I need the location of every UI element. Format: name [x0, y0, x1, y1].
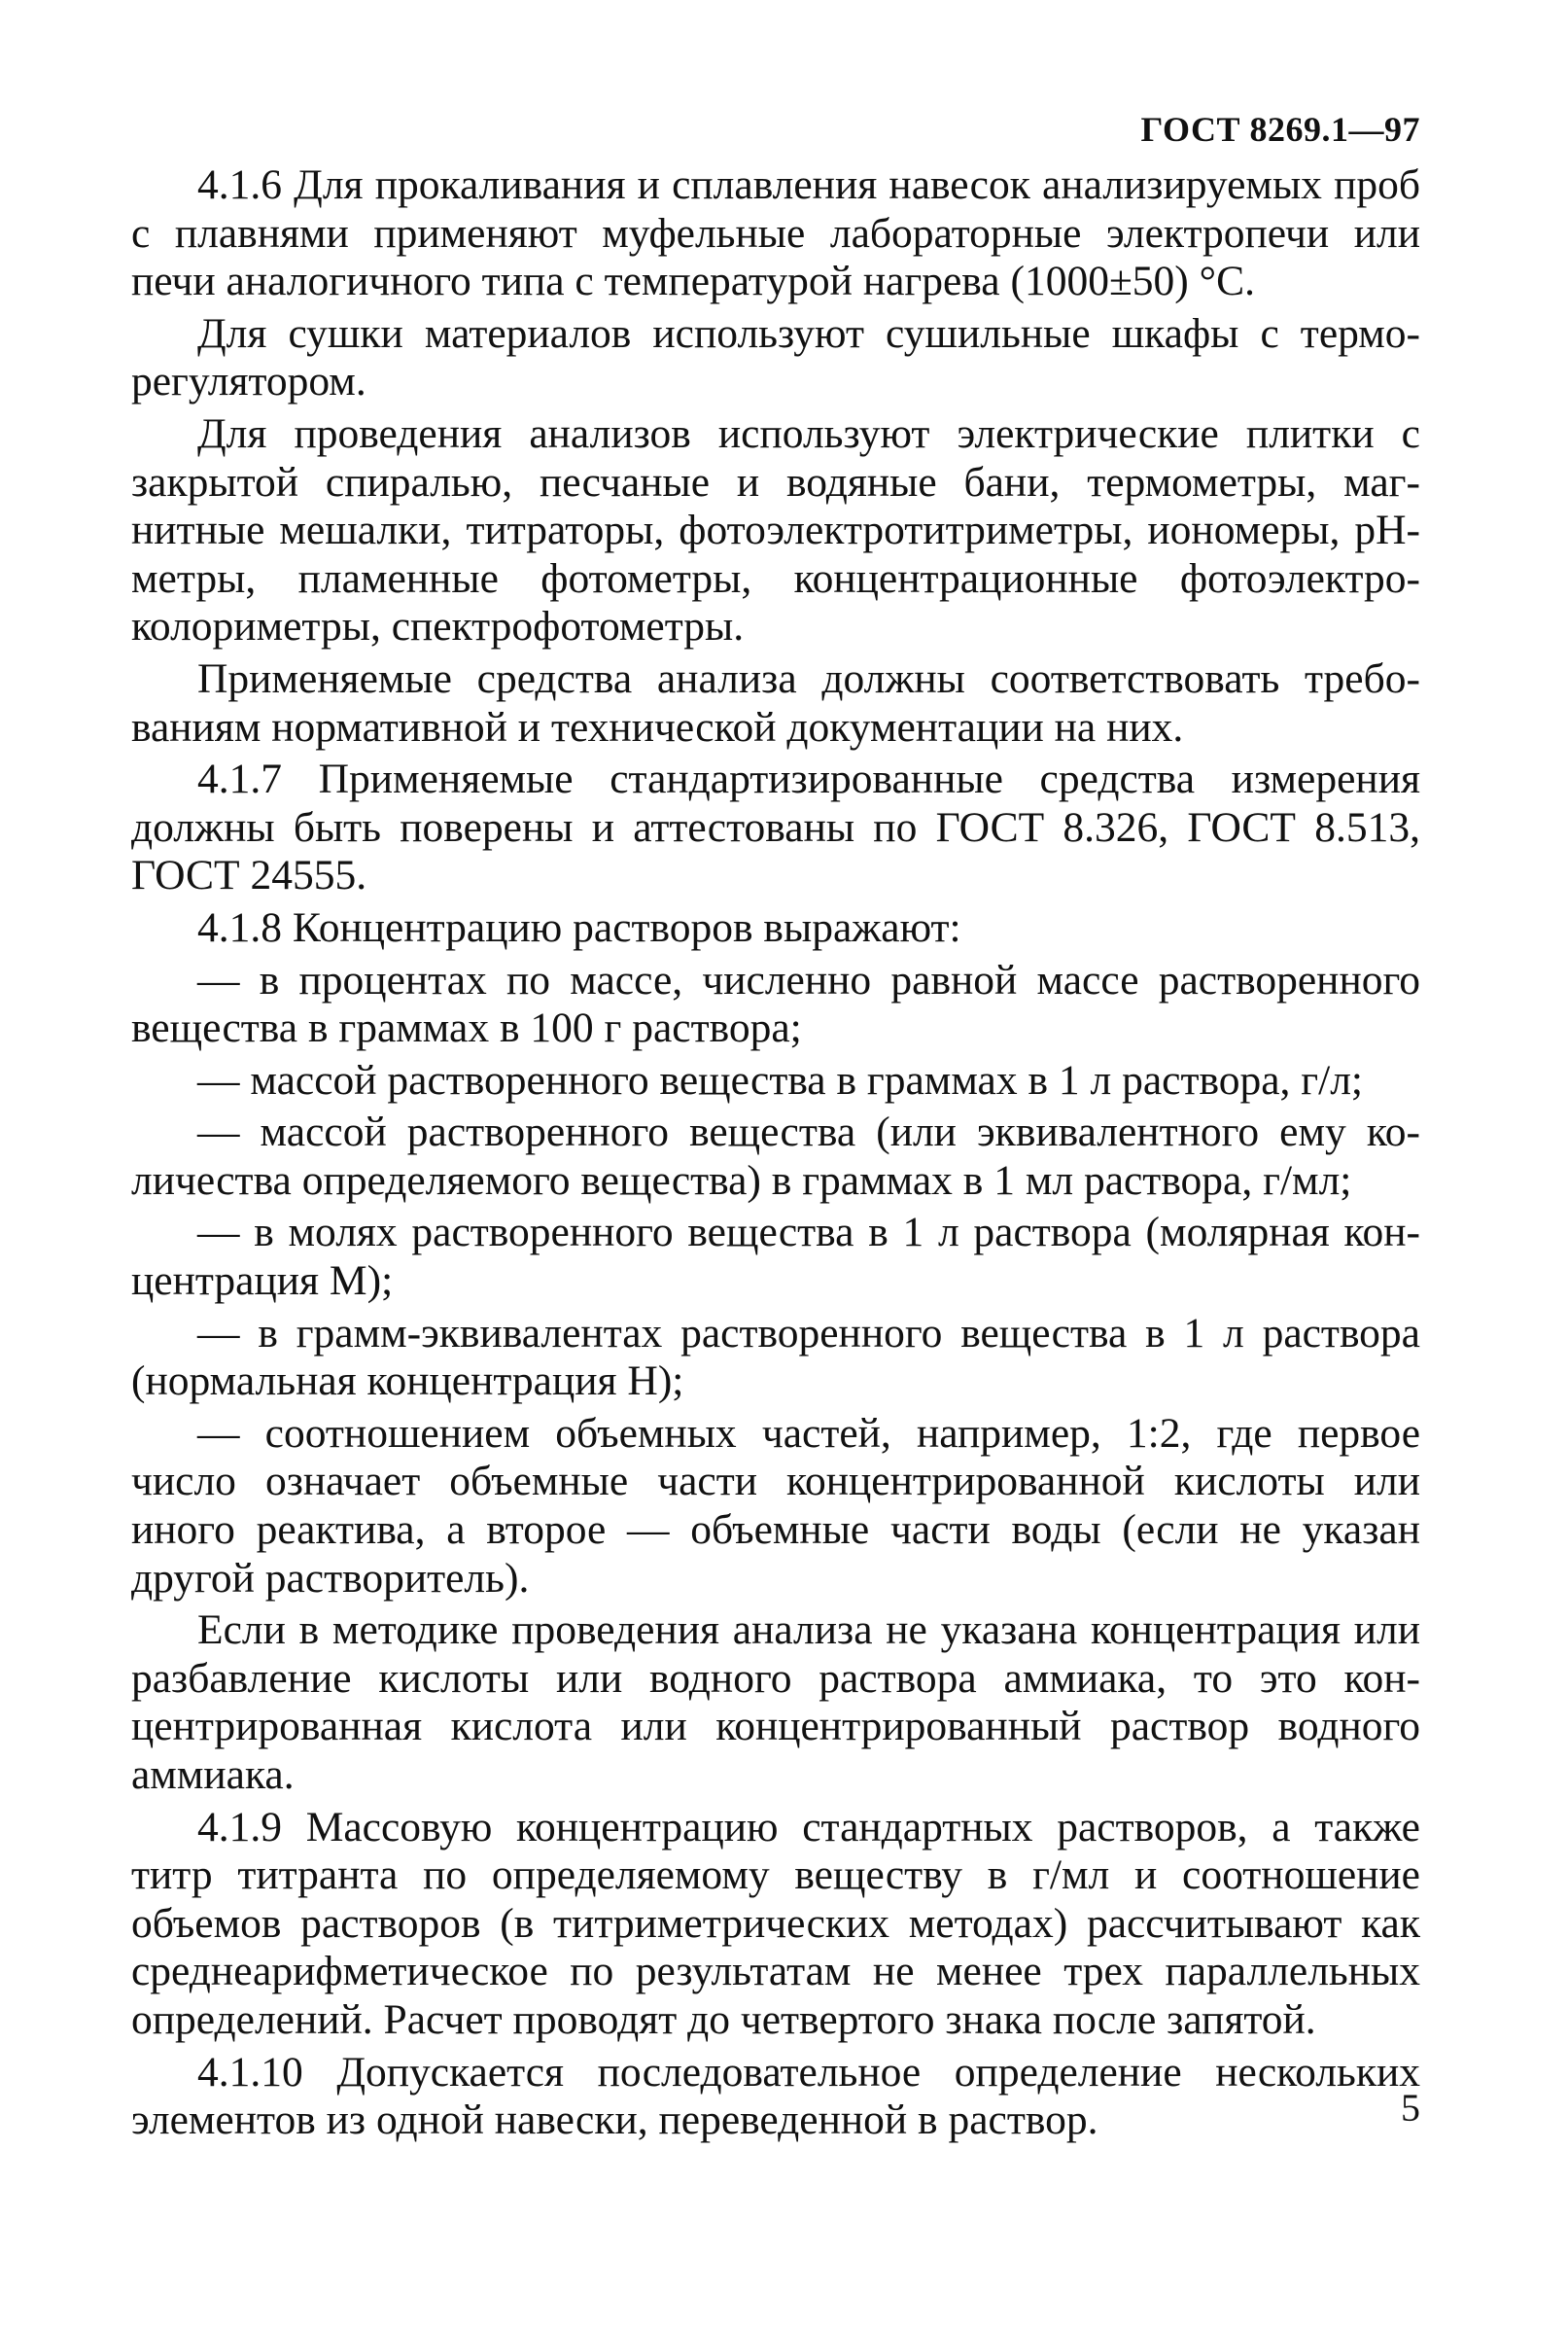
- paragraph-4-1-6: 4.1.6 Для прокаливания и сплавления навесок анализируемых проб с плавнями применяют муфельные лабораторные электропечи или печи аналогичного типа с температурой нагрева (1000±50) °С.: [131, 161, 1420, 305]
- list-item-normal: — в грамм-эквивалентах растворенного вещества в 1 л раствора (нормальная концентрация Н);: [131, 1309, 1420, 1405]
- paragraph-equipment: Для проведения анализов используют электрические плитки с закрытой спиралью, песчаные и водяные бани, термометры, магнитные мешалки, титраторы, фотоэлектротитриметры, иономеры, pH-метры, пламенные фотометры, концентрационные фотоэлектроколориметры, спектрофотометры.: [131, 409, 1420, 651]
- document-code-header: ГОСТ 8269.1—97: [1140, 110, 1420, 149]
- paragraph-4-1-8: 4.1.8 Концентрацию растворов выражают:: [197, 903, 961, 951]
- page-number: 5: [1401, 2086, 1420, 2130]
- paragraph-4-1-7: 4.1.7 Применяемые стандартизированные средства измерения должны быть поверены и аттестованы по ГОСТ 8.326, ГОСТ 8.513, ГОСТ 24555.: [131, 756, 1420, 899]
- paragraph-requirements: Применяемые средства анализа должны соответствовать требованиям нормативной и технической документации на них.: [131, 654, 1420, 751]
- list-item-molar: — в молях растворенного вещества в 1 л раствора (молярная концентрация М);: [131, 1209, 1420, 1305]
- paragraph-4-1-9: 4.1.9 Массовую концентрацию стандартных растворов, а также титр титранта по определяемому веществу в г/мл и соотношение объемов растворов (в титриметрических методах) рассчитывают как среднеарифметическое по результатам не менее трех параллельных определений. Расчет проводят до четвертого знака после запятой.: [131, 1803, 1420, 2043]
- list-item-volume-ratio: — соотношением объемных частей, например, 1:2, где первое число означает объемные части концентрированной кислоты или иного реактива, а второе — объемные части воды (если не указан другой растворитель).: [131, 1409, 1420, 1602]
- list-item-grams-per-ml: — массой растворенного вещества (или эквивалентного ему количества определяемого вещества) в граммах в 1 мл раствора, г/мл;: [131, 1109, 1420, 1204]
- paragraph-concentration-default: Если в методике проведения анализа не указана концентрация или разбавление кислоты или водного раствора аммиака, то это концентрированная кислота или концентрированный раствор водного аммиака.: [131, 1606, 1420, 1798]
- body-text: [131, 161, 1420, 2149]
- list-item-percent-mass: — в процентах по массе, численно равной массе растворенного вещества в граммах в 100 г раствора;: [131, 956, 1420, 1052]
- paragraph-4-1-10: 4.1.10 Допускается последовательное определение нескольких элементов из одной навески, переведенной в раствор.: [131, 2048, 1420, 2144]
- list-item-grams-per-liter: — массой растворенного вещества в граммах в 1 л раствора, г/л;: [197, 1056, 1364, 1104]
- paragraph-drying: Для сушки материалов используют сушильные шкафы с терморегулятором.: [131, 309, 1420, 405]
